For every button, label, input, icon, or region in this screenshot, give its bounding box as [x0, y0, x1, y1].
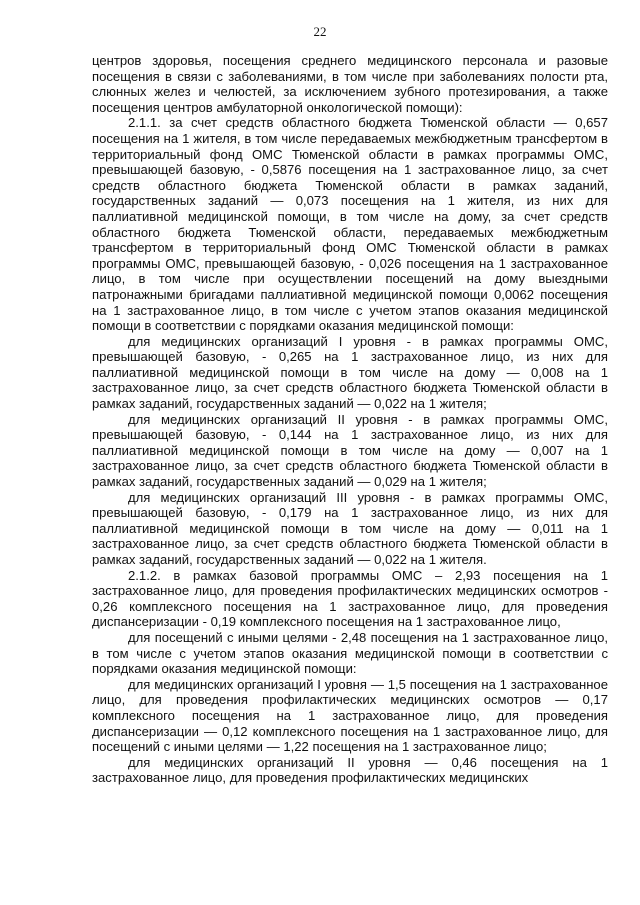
document-body — [92, 53, 608, 786]
paragraph-2-1-1: 2.1.1. за счет средств областного бюджета Тюменской области — 0,657 посещения на 1 жителя, в том числе передаваемых межбюджетным трансфертом в территориальный фонд ОМС Тюменской области в рамках программы ОМС, превышающей базовую, - 0,5876 посещения на 1 застрахованное лицо, за счет средств областного бюджета Тюменской области в рамках заданий, государственных заданий — 0,073 посещения на 1 жителя, из них для паллиативной медицинской помощи, в том числе на дому, за счет средств областного бюджета Тюменской области, передаваемых межбюджетным трансфертом в территориальный фонд ОМС Тюменской области в рамках программы ОМС, превышающей базовую, - 0,026 посещения на 1 застрахованное лицо, в том числе при осуществлении посещений на дому выездными патронажными бригадами паллиативной медицинской помощи 0,0062 посещения на 1 застрахованное лицо, в том числе с учетом этапов оказания медицинской помощи в соответствии с порядками оказания медицинской помощи: — [92, 115, 608, 334]
paragraph-other-purposes: для посещений с иными целями - 2,48 посещения на 1 застрахованное лицо, в том числе с учетом этапов оказания медицинской помощи в соответствии с порядками оказания медицинской помощи: — [92, 629, 608, 677]
paragraph-level-2-regional: для медицинских организаций II уровня - в рамках программы ОМС, превышающей базовую, - 0,144 на 1 застрахованное лицо, из них для паллиативной медицинской помощи в том числе на дому — 0,007 на 1 застрахованное лицо, за счет средств областного бюджета Тюменской области в рамках заданий, государственных заданий — 0,029 на 1 жителя; — [92, 411, 608, 490]
page-number: 22 — [313, 24, 327, 39]
paragraph-2-1-2: 2.1.2. в рамках базовой программы ОМС – 2,93 посещения на 1 застрахованное лицо, для проведения профилактических медицинских осмотров - 0,26 комплексного посещения на 1 застрахованное лицо, для проведения диспансеризации - 0,19 комплексного посещения на 1 застрахованное лицо, — [92, 567, 608, 630]
paragraph-level-2-base: для медицинских организаций II уровня — 0,46 посещения на 1 застрахованное лицо, для проведения профилактических медицинских — [92, 754, 608, 786]
paragraph-level-1-base: для медицинских организаций I уровня — 1,5 посещения на 1 застрахованное лицо, для проведения профилактических медицинских осмотров — 0,17 комплексного посещения на 1 застрахованное лицо, для проведения диспансеризации — 0,12 комплексного посещения на 1 застрахованное лицо, для посещений с иными целями — 1,22 посещения на 1 застрахованное лицо; — [92, 676, 608, 755]
paragraph-intro-continuation: центров здоровья, посещения среднего медицинского персонала и разовые посещения в связи с заболеваниями, в том числе при заболеваниях полости рта, слюнных желез и челюстей, за исключением зубного протезирования, а также посещения центров амбулаторной онкологической помощи): — [92, 53, 608, 115]
paragraph-level-1-regional: для медицинских организаций I уровня - в рамках программы ОМС, превышающей базовую, - 0,265 на 1 застрахованное лицо, из них для паллиативной медицинской помощи в том числе на дому — 0,008 на 1 застрахованное лицо, за счет средств областного бюджета Тюменской области в рамках заданий, государственных заданий — 0,022 на 1 жителя; — [92, 333, 608, 412]
paragraph-level-3-regional: для медицинских организаций III уровня - в рамках программы ОМС, превышающей базовую, - 0,179 на 1 застрахованное лицо, из них для паллиативной медицинской помощи в том числе на дому — 0,011 на 1 застрахованное лицо, за счет средств областного бюджета Тюменской области в рамках заданий, государственных заданий — 0,022 на 1 жителя. — [92, 489, 608, 567]
